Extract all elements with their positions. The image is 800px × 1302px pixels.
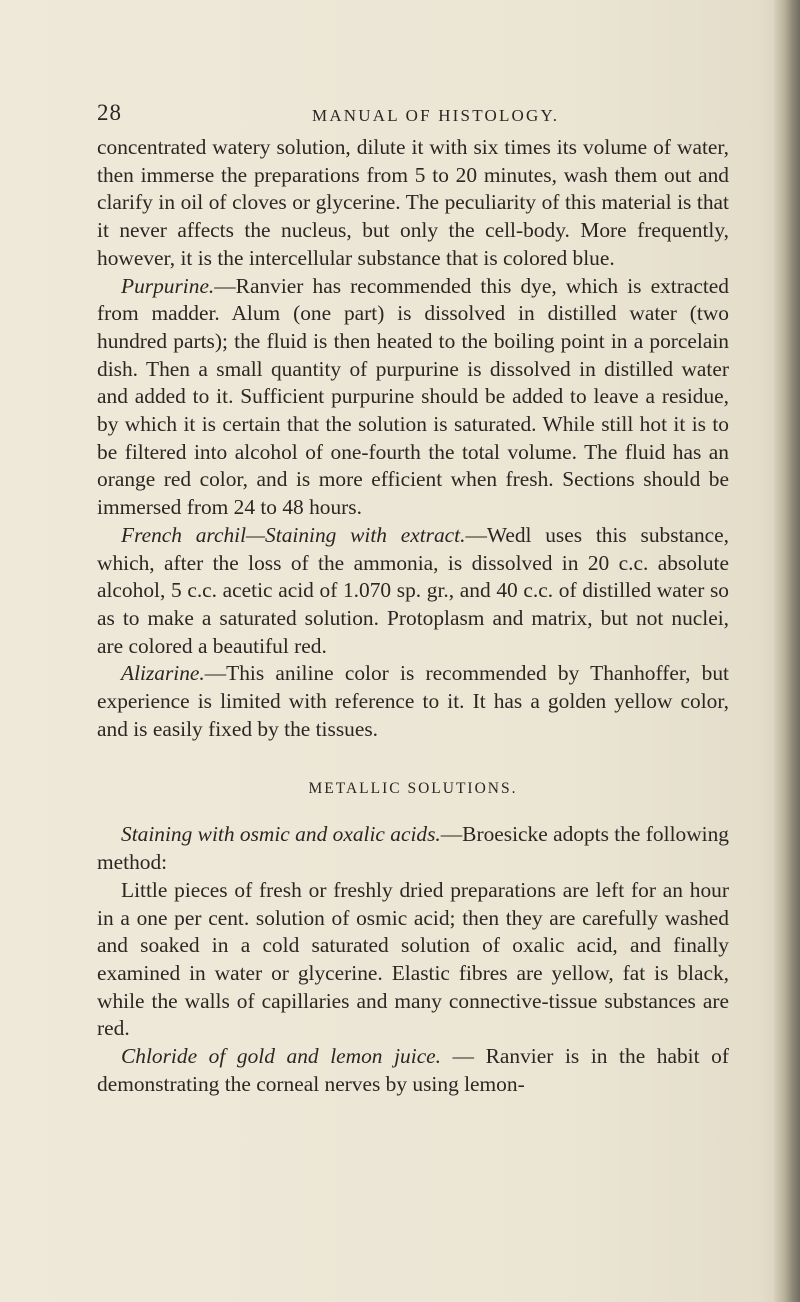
paragraph-french-archil: [97, 522, 729, 661]
page-number: 28: [97, 100, 122, 125]
term-purpurine: Purpurine.: [121, 273, 215, 298]
paragraph-text: Little pieces of fresh or freshly dried preparations are left for an hour in a one per cent. solution of osmic acid; then they are carefully washed and soaked in a cold saturated solution of oxalic acid, and finally examined in water or glycerine. Elastic fibres are yellow, fat is black, while the walls of capillaries and many connective-tissue substances are red.: [97, 877, 729, 1041]
paragraph-text: —Broesicke adopts the following method:: [97, 822, 729, 875]
paragraph-method: [97, 877, 729, 1043]
term-french-archil: French archil—Staining with extract.: [121, 522, 466, 547]
paragraph-purpurine: [97, 273, 729, 522]
body-text: [97, 134, 729, 1099]
term-alizarine: Alizarine.: [121, 661, 205, 686]
term-chloride-gold: Chloride of gold and lemon juice.: [121, 1044, 442, 1069]
running-head: MANUAL OF HISTOLOGY.: [312, 106, 560, 125]
paragraph-continuation: [97, 134, 729, 273]
term-osmic-oxalic: Staining with osmic and oxalic acids.: [121, 822, 441, 847]
paragraph-text: concentrated watery solution, dilute it with six times its volume of water, then immerse the preparations from 5 to 20 minutes, wash them out and clarify in oil of cloves or glycerine. The peculiarity of this material is that it never affects the nucleus, but only the cell-body. More frequently, however, it is the intercellular substance that is colored blue.: [97, 135, 729, 270]
paragraph-text: —Ranvier has recommended this dye, which is extracted from madder. Alum (one part) is dissolved in distilled water (two hundred parts); the fluid is then heated to the boiling point in a porcelain dish. Then a small quantity of purpurine is dissolved in distilled water and added to it. Sufficient purpurine should be added to leave a residue, by which it is certain that the solution is saturated. While still hot it is to be filtered into alcohol of one-fourth the total volume. The fluid has an orange red color, and is more efficient when fresh. Sections should be immersed from 24 to 48 hours.: [97, 273, 729, 520]
paragraph-alizarine: [97, 660, 729, 743]
paragraph-text: —Wedl uses this substance, which, after the loss of the ammonia, is dissolved in 20 c.c. absolute alcohol, 5 c.c. acetic acid of 1.070 sp. gr., and 40 c.c. of distilled water so as to make a saturated solution. Protoplasm and matrix, but not nuclei, are colored a beautiful red.: [97, 522, 729, 658]
paragraph-text: — Ranvier is in the habit of demonstrating the corneal nerves by using lemon-: [97, 1044, 729, 1096]
paragraph-text: —This aniline color is recommended by Thanhoffer, but experience is limited with reference to it. It has a golden yellow color, and is easily fixed by the tissues.: [97, 661, 729, 741]
paragraph-osmic-oxalic: [97, 821, 729, 876]
page-header: [0, 100, 760, 130]
section-heading: METALLIC SOLUTIONS.: [308, 780, 518, 798]
page-edge-shadow: [774, 0, 800, 1302]
paragraph-chloride-gold: [97, 1043, 729, 1098]
